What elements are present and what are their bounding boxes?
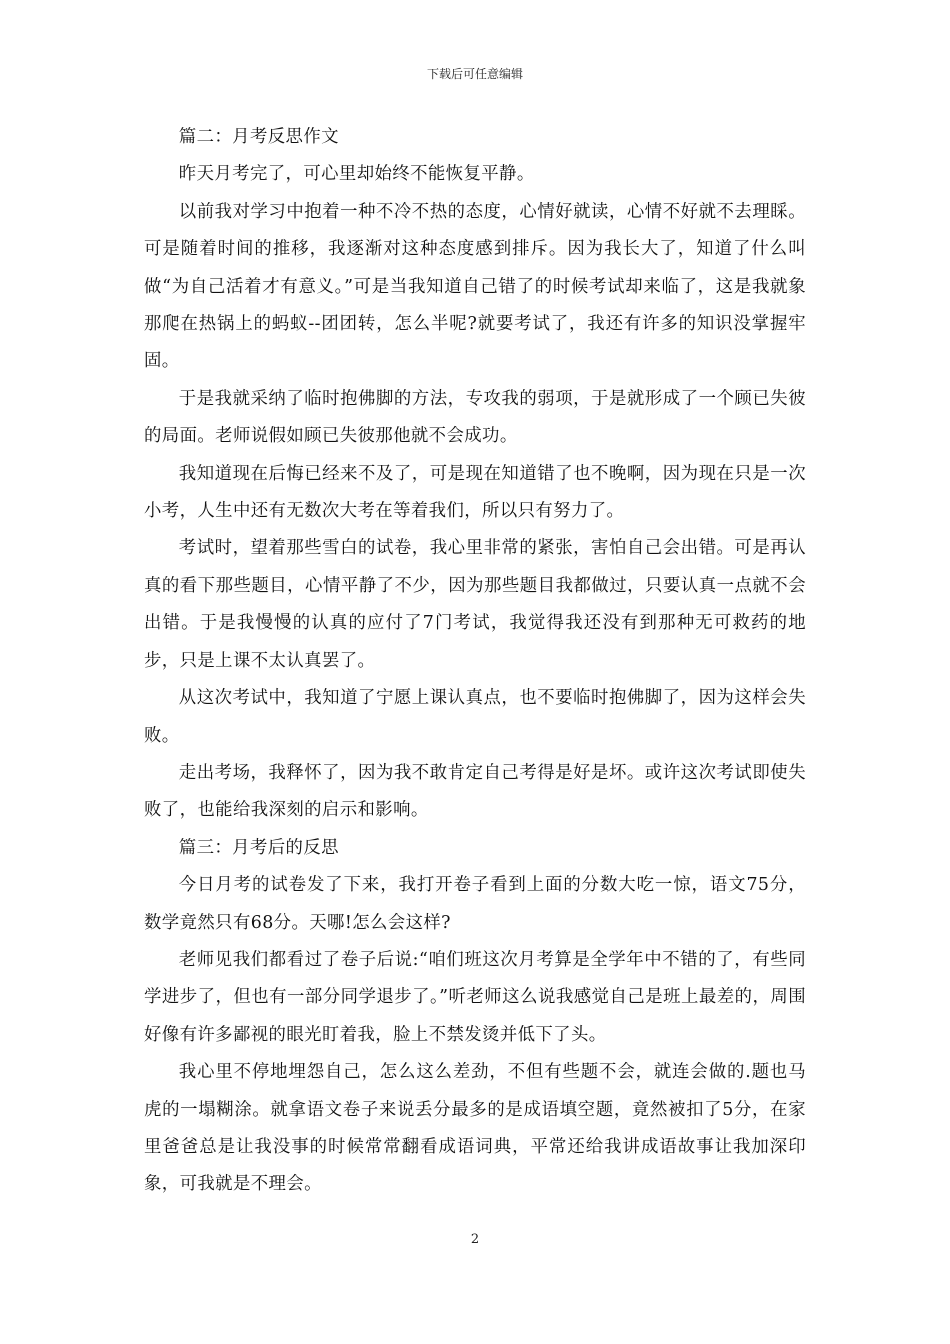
paragraph: 于是我就采纳了临时抱佛脚的方法，专攻我的弱项，于是就形成了一个顾已失彼的局面。老师说假如顾已失彼那他就不会成功。 xyxy=(144,388,806,447)
paragraph: 从这次考试中，我知道了宁愿上课认真点，也不要临时抱佛脚了，因为这样会失败。 xyxy=(144,688,806,746)
paragraph: 今日月考的试卷发了下来，我打开卷子看到上面的分数大吃一惊，语文75分，数学竟然只有68分。天哪!怎么会这样? xyxy=(144,875,806,933)
paragraph: 昨天月考完了，可心里却始终不能恢复平静。 xyxy=(178,164,535,185)
page-header: 下载后可任意编辑 xyxy=(426,67,523,81)
page-number: 2 xyxy=(470,1232,480,1247)
paragraph: 我心里不停地埋怨自己，怎么这么差劲，不但有些题不会，就连会做的.题也马虎的一塌糊涂。就拿语文卷子来说丢分最多的是成语填空题，竟然被扣了5分，在家里爸爸总是让我没事的时候常常翻看成语词典，平常还给我讲成语故事让我加深印象，可我就是不理会。 xyxy=(144,1062,806,1195)
section-heading-2: 篇二：月考反思作文 xyxy=(178,127,339,147)
paragraph: 我知道现在后悔已经来不及了，可是现在知道错了也不晚啊，因为现在只是一次小考，人生中还有无数次大考在等着我们，所以只有努力了。 xyxy=(144,463,806,522)
paragraph: 考试时，望着那些雪白的试卷，我心里非常的紧张，害怕自己会出错。可是再认真的看下那些题目，心情平静了不少，因为那些题目我都做过，只要认真一点就不会出错。于是我慢慢的认真的应付了7门考试，我觉得我还没有到那种无可救药的地步，只是上课不太认真罢了。 xyxy=(144,538,806,671)
section-heading-3: 篇三：月考后的反思 xyxy=(178,837,339,858)
paragraph: 老师见我们都看过了卷子后说:“咱们班这次月考算是全学年中不错的了，有些同学进步了，但也有一部分同学退步了。”听老师这么说我感觉自己是班上最差的，周围好像有许多鄙视的眼光盯着我，脸上不禁发烫并低下了头。 xyxy=(144,949,806,1045)
document-body xyxy=(144,119,806,1204)
paragraph: 以前我对学习中抱着一种不冷不热的态度，心情好就读，心情不好就不去理睬。可是随着时间的推移，我逐渐对这种态度感到排斥。因为我长大了，知道了什么叫做“为自己活着才有意义。”可是当我知道自己错了的时候考试却来临了，这是我就象那爬在热锅上的蚂蚁--团团转，怎么半呢?就要考试了，我还有许多的知识没掌握牢固。 xyxy=(144,201,806,372)
paragraph: 走出考场，我释怀了，因为我不敢肯定自己考得是好是坏。或许这次考试即使失败了，也能给我深刻的启示和影响。 xyxy=(144,762,806,821)
